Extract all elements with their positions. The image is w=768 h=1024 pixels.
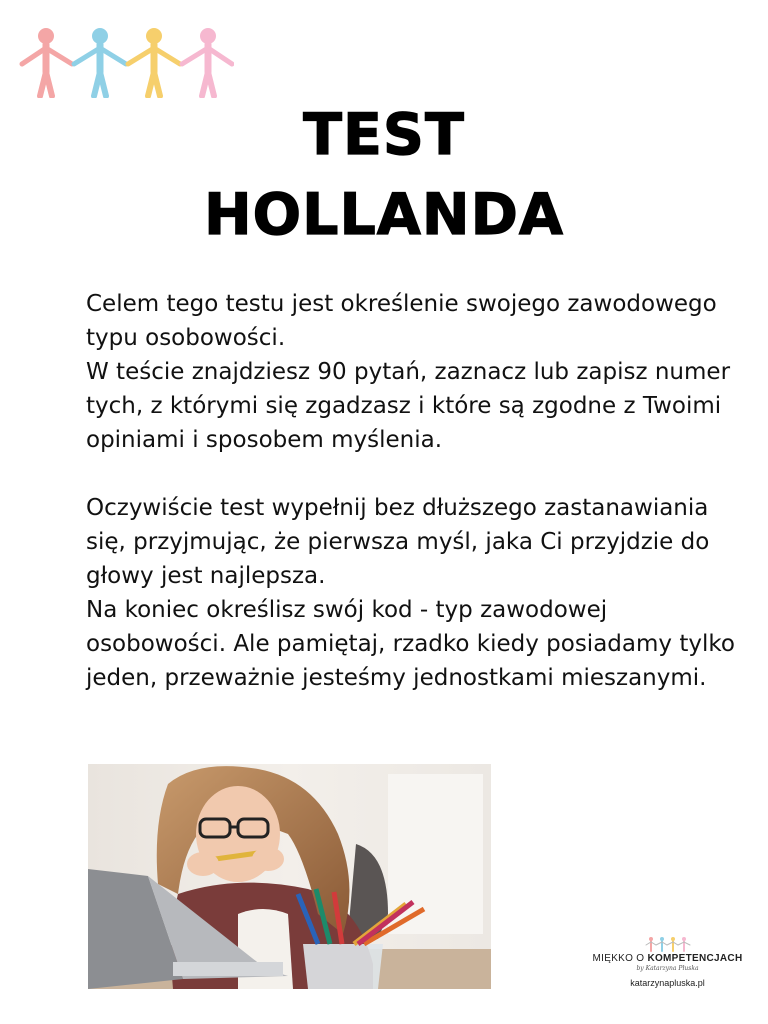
person-figure-lightpink-icon [182,28,232,96]
people-chain-mini-icon [645,936,691,952]
intro-text [86,287,736,695]
intro-paragraph-purpose: Celem tego testu jest określenie swojego zawodowego typu osobowości. [86,291,717,351]
intro-paragraph-result: Na koniec określisz swój kod - typ zawodowej osobowości. Ale pamiętaj, rzadko kiedy posiadamy tylko jeden, przeważnie jesteśmy jednostkami mieszanymi. [86,597,735,691]
person-figure-yellow-icon [128,28,180,96]
brand-badge [585,936,750,1006]
person-figure-pink-icon [22,28,72,96]
brand-url: katarzynapluska.pl [630,978,705,988]
people-chain-icon [18,26,234,98]
intro-paragraph-instructions: W teście znajdziesz 90 pytań, zaznacz lub zapisz numer tych, z którymi się zgadzasz i które są zgodne z Twoimi opiniami i sposobem myślenia. [86,359,731,453]
page-title [0,95,768,255]
intro-paragraph-advice: Oczywiście test wypełnij bez dłuższego zastanawiania się, przyjmując, że pierwsza myśl, jaka Ci przyjdzie do głowy jest najlepsza. [86,495,710,589]
title-line-1: TEST [303,102,465,168]
person-figure-blue-icon [74,28,126,96]
brand-byline: by Katarzyna Płuska [636,965,699,972]
title-line-2: HOLLANDA [203,182,565,248]
student-laptop-photo [88,764,491,989]
brand-name: MIĘKKO O KOMPETENCJACH [592,953,743,964]
